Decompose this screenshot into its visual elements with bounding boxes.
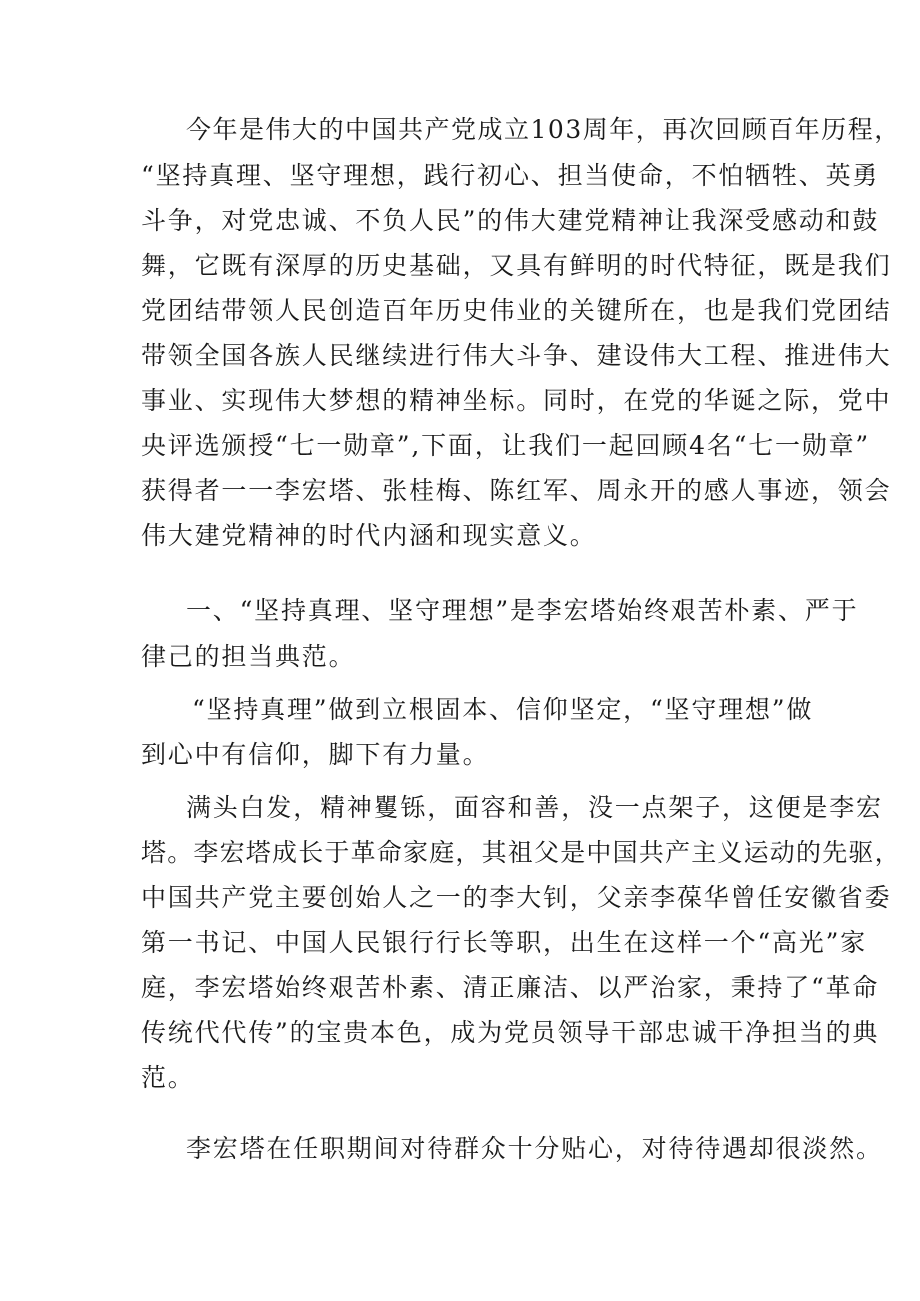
text-line: 党团结带领人民创造百年历史伟业的关键所在，也是我们党团结 (141, 296, 892, 325)
text-line: 范。 (141, 1063, 195, 1092)
text-line: “坚持真理、坚守理想，践行初心、担当使命，不怕牺牲、英勇 (141, 161, 880, 190)
text-line: 中国共产党主要创始人之一的李大钊，父亲李葆华曾任安徽省委 (141, 883, 892, 912)
text-line: 传统代代传”的宝贵本色，成为党员领导干部忠诚干净担当的典 (141, 1018, 880, 1047)
text-line: 带领全国各族人民继续进行伟大斗争、建设伟大工程、推进伟大 (141, 341, 892, 370)
text-line: 庭，李宏塔始终艰苦朴素、清正廉洁、以严治家，秉持了“革命 (141, 973, 880, 1002)
text-line: 李宏塔在任职期间对待群众十分贴心，对待待遇却很淡然。 (186, 1134, 883, 1163)
text-line: 伟大建党精神的时代内涵和现实意义。 (141, 521, 597, 550)
text-line: 事业、实现伟大梦想的精神坐标。同时，在党的华诞之际，党中 (141, 386, 892, 415)
text-line: 一、“坚持真理、坚守理想”是李宏塔始终艰苦朴素、严于 (186, 596, 859, 625)
text-line: 第一书记、中国人民银行行长等职，出生在这样一个“高光”家 (141, 928, 867, 957)
text-line: 央评选颁授“七一勋章”,下面，让我们一起回顾4名“七一勋章” (141, 431, 870, 460)
text-line: 舞，它既有深厚的历史基础，又具有鲜明的时代特征，既是我们 (141, 251, 892, 280)
text-line: 到心中有信仰，脚下有力量。 (141, 740, 490, 769)
text-line: 满头白发，精神矍铄，面容和善，没一点架子，这便是李宏 (186, 793, 883, 822)
text-line: “坚持真理”做到立根固本、信仰坚定，“坚守理想”做 (192, 695, 814, 724)
text-line: 今年是伟大的中国共产党成立103周年，再次回顾百年历程， (186, 115, 901, 144)
text-line: 斗争，对党忠诚、不负人民”的伟大建党精神让我深受感动和鼓 (141, 206, 880, 235)
text-line: 律己的担当典范。 (141, 642, 356, 671)
text-line: 塔。李宏塔成长于革命家庭，其祖父是中国共产主义运动的先驱， (141, 838, 901, 867)
text-line: 获得者一一李宏塔、张桂梅、陈红军、周永开的感人事迹，领会 (141, 476, 892, 505)
